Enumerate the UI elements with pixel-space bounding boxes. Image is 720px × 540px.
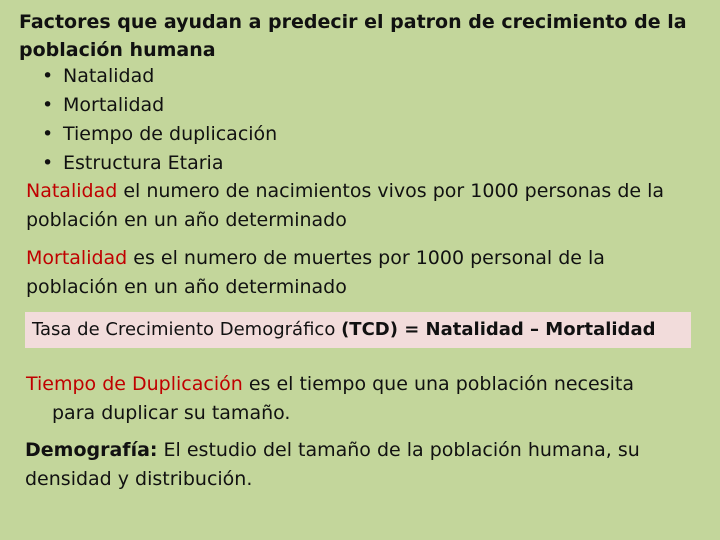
natalidad-term: Natalidad [26,180,118,202]
demografia-term: Demografía: [25,439,158,461]
factor-item: • Natalidad [42,62,277,91]
mortalidad-definition [26,244,605,302]
mortalidad-term: Mortalidad [26,247,128,269]
duplicacion-definition [26,370,634,428]
tcd-prefix: Tasa de Crecimiento Demográfico [32,319,342,340]
mortalidad-text-line1: es el numero de muertes por 1000 personal de la [127,247,605,269]
tcd-formula [32,317,655,343]
factor-item: • Mortalidad [42,91,277,120]
duplicacion-term: Tiempo de Duplicación [26,373,243,395]
natalidad-text-line1: el numero de nacimientos vivos por 1000 personas de la [117,180,665,202]
duplicacion-text-line1: es el tiempo que una población necesita [242,373,634,395]
factor-list [42,62,277,178]
demografia-text-line1: El estudio del tamaño de la población humana, su [157,439,640,461]
duplicacion-text-line2: para duplicar su tamaño. [52,402,291,424]
natalidad-definition [26,177,664,235]
slide-title: Factores que ayudan a predecir el patron de crecimiento de la población humana [19,11,687,61]
demografia-text-line2: densidad y distribución. [25,468,253,490]
tcd-equation: (TCD) = Natalidad – Mortalidad [341,319,656,340]
mortalidad-text-line2: población en un año determinado [26,276,347,298]
demografia-definition [25,436,640,494]
factor-item: • Tiempo de duplicación [42,120,277,149]
factor-item: • Estructura Etaria [42,149,277,178]
natalidad-text-line2: población en un año determinado [26,209,347,231]
